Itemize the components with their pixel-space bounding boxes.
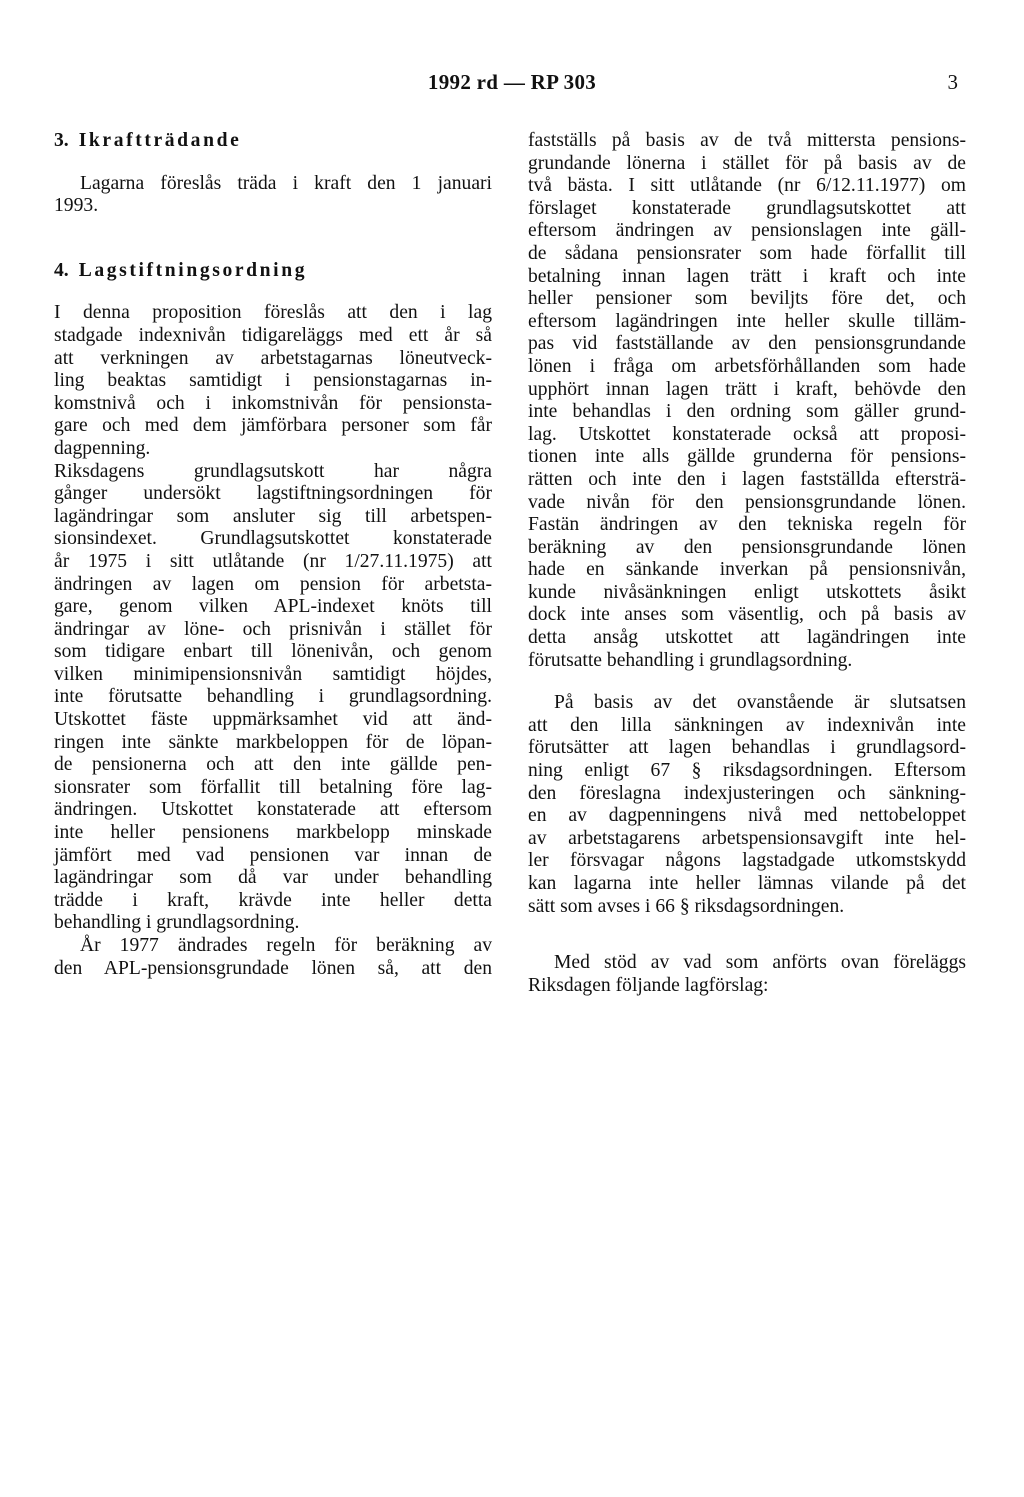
text-line: ler försvagar någons lagstadgade utkomstskydd — [528, 850, 966, 872]
text-line: år 1975 i sitt utlåtande (nr 1/27.11.1975) att — [54, 550, 492, 572]
text-line: jämfört med vad pensionen var innan de — [54, 844, 492, 866]
text-line: Utskottet fäste uppmärksamhet vid att änd- — [54, 709, 492, 731]
text-line: dagpenning. — [54, 437, 151, 459]
text-line: ning enligt 67 § riksdagsordningen. Eftersom — [528, 760, 966, 782]
text-line: Fastän ändringen av den tekniska regeln för — [528, 514, 966, 536]
text-line: År 1977 ändrades regeln för beräkning av — [80, 935, 492, 956]
text-line: dock inte anses som väsentlig, och på basis av — [528, 604, 966, 626]
text-line: ändringar av löne- och prisnivån i stället för — [54, 618, 492, 640]
text-line: 1993. — [54, 195, 99, 217]
section-4-number: 4. — [54, 259, 69, 281]
section-4-heading — [54, 260, 492, 283]
text-line: stadgade indexnivån tidigareläggs med ett år så — [54, 324, 492, 346]
text-line: tionen inte alls gällde grunderna för pensions- — [528, 446, 966, 468]
text-line: sätt som avses i 66 § riksdagsordningen. — [528, 895, 845, 917]
text-line: förutsatte behandling i grundlagsordning. — [528, 649, 853, 671]
section-4-paragraph-3 — [54, 935, 492, 980]
text-line: att verkningen av arbetstagarnas löneutveck- — [54, 347, 492, 369]
section-3-heading — [54, 130, 492, 153]
section-3-number: 3. — [54, 130, 69, 151]
text-line: förutsätter att lagen behandlas i grundlagsord- — [528, 737, 966, 759]
text-line: kan lagarna inte heller lämnas vilande på det — [528, 873, 966, 894]
text-line: behandling i grundlagsordning. — [54, 912, 300, 934]
page-number: 3 — [947, 70, 958, 94]
text-line: gånger undersökt lagstiftningsordningen för — [54, 483, 492, 505]
text-line: två bästa. I sitt utlåtande (nr 6/12.11.1977) om — [528, 175, 966, 197]
text-line: Lagarna föreslås träda i kraft den 1 januari — [80, 172, 492, 194]
text-line: inte behandlas i den ordning som gäller grund- — [528, 401, 966, 423]
section-3-title: Ikraftträdande — [78, 130, 242, 151]
text-line: ling beaktas samtidigt i pensionstagarnas in- — [54, 370, 492, 392]
text-line: ändringen. Utskottet konstaterade att eftersom — [54, 799, 492, 821]
section-4-paragraph-1 — [54, 302, 492, 460]
text-line: hade en sänkande inverkan på pensionsnivån, — [528, 559, 966, 581]
text-line: kunde nivåsänkningen enligt utskottets åsikt — [528, 581, 966, 603]
text-line: av arbetstagarens arbetspensionsavgift inte hel- — [528, 827, 966, 849]
text-line: de pensionerna och att den inte gällde pen- — [54, 754, 492, 776]
text-line: heller pensioner som beviljts före det, och — [528, 288, 966, 310]
right-paragraph-3 — [528, 952, 966, 997]
text-line: pas vid fastställande av den pensionsgrundande — [528, 333, 966, 355]
section-4-title: Lagstiftningsordning — [78, 259, 308, 281]
text-line: inte förutsatte behandling i grundlagsordning. — [54, 686, 492, 708]
text-line: I denna proposition föreslås att den i lag — [54, 302, 492, 324]
right-paragraph-1 — [528, 130, 966, 672]
text-line: komstnivå och i inkomstnivån för pensionsta- — [54, 392, 492, 414]
text-line: trädde i kraft, krävde inte heller detta — [54, 889, 492, 911]
text-line: den APL-pensionsgrundade lönen så, att den — [54, 957, 492, 979]
text-line: rätten och inte den i lagen fastställda eftersträ- — [528, 468, 966, 490]
text-line: att den lilla sänkningen av indexnivån inte — [528, 714, 966, 736]
text-line: ringen inte sänkte markbeloppen för de löpan- — [54, 731, 492, 753]
text-line: vilken minimipensionsnivån samtidigt höjdes, — [54, 663, 492, 685]
text-line: lagändringar som då var under behandling — [54, 867, 492, 889]
text-line: Riksdagen följande lagförslag: — [528, 974, 769, 996]
text-line: gare och med dem jämförbara personer som får — [54, 415, 492, 437]
text-line: detta ansåg utskottet att lagändringen inte — [528, 627, 966, 649]
text-line: lag. Utskottet konstaterade också att proposi- — [528, 423, 966, 445]
left-column — [54, 130, 492, 980]
text-line: en av dagpenningens nivå med nettobeloppet — [528, 805, 966, 827]
text-line: lönen i fråga om arbetsförhållanden som hade — [528, 355, 966, 377]
right-column — [528, 130, 966, 997]
text-line: sionsindexet. Grundlagsutskottet konstaterade — [54, 528, 492, 550]
text-line: lagändringar som ansluter sig till arbetspen- — [54, 505, 492, 527]
text-line: fastställs på basis av de två mittersta pensions- — [528, 130, 966, 151]
text-line: inte heller pensionens markbelopp minskade — [54, 822, 492, 844]
text-line: som tidigare enbart till lönenivån, och genom — [54, 641, 492, 663]
text-line: förslaget konstaterade grundlagsutskottet att — [528, 197, 966, 219]
text-line: grundande lönerna i stället för på basis av de — [528, 152, 966, 174]
text-line: beräkning av den pensionsgrundande lönen — [528, 536, 966, 558]
section-3-paragraph — [54, 173, 492, 218]
text-line: de sådana pensionsrater som hade förfallit till — [528, 242, 966, 264]
text-line: Riksdagens grundlagsutskott har några — [54, 460, 492, 482]
text-line: ändringen av lagen om pension för arbetsta- — [54, 573, 492, 595]
text-line: eftersom lagändringen inte heller skulle tilläm- — [528, 310, 966, 332]
text-line: Med stöd av vad som anförts ovan föreläggs — [554, 952, 966, 974]
text-line: eftersom ändringen av pensionslagen inte gäll- — [528, 220, 966, 242]
text-line: På basis av det ovanstående är slutsatsen — [554, 692, 966, 714]
text-line: upphört innan lagen trätt i kraft, behövde den — [528, 378, 966, 400]
running-header: 1992 rd — RP 303 — [427, 70, 597, 94]
section-4-paragraph-2 — [54, 461, 492, 935]
text-line: den föreslagna indexjusteringen och sänkning- — [528, 782, 966, 804]
text-line: vade nivån för den pensionsgrundande lönen. — [528, 491, 966, 513]
text-line: gare, genom vilken APL-indexet knöts till — [54, 596, 492, 618]
text-line: betalning innan lagen trätt i kraft och inte — [528, 265, 966, 287]
text-line: sionsrater som förfallit till betalning före lag- — [54, 776, 492, 798]
right-paragraph-2 — [528, 692, 966, 918]
